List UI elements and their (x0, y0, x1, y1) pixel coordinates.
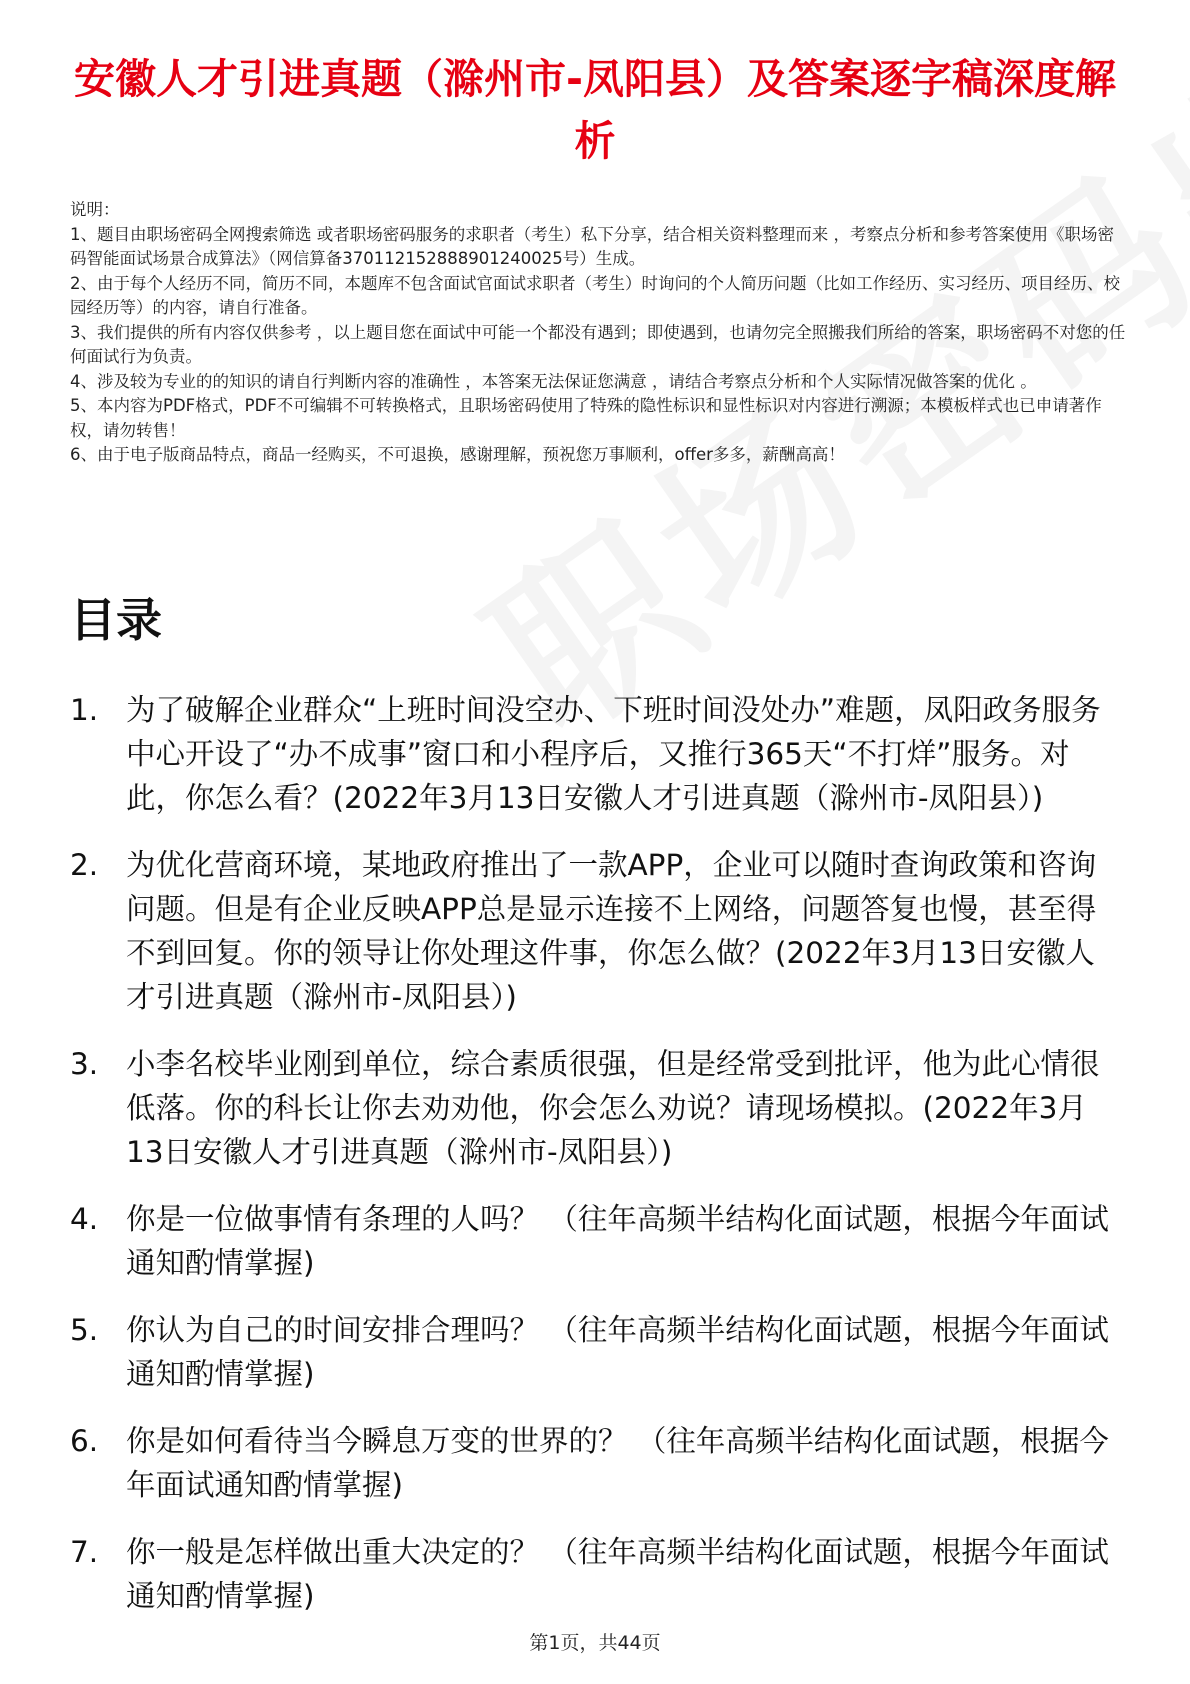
toc-item-number: 3. (70, 1047, 99, 1081)
toc-list (70, 688, 1120, 1641)
toc-title: 目录 (70, 593, 162, 647)
toc-item[interactable] (70, 1308, 1120, 1396)
toc-item-number: 5. (70, 1313, 99, 1347)
toc-item-text[interactable]: 为优化营商环境，某地政府推出了一款APP，企业可以随时查询政策和咨询问题。但是有企业反映APP总是显示连接不上网络，问题答复也慢，甚至得不到回复。你的领导让你处理这件事，你怎么做？(2022年3月13日安徽人才引进真题（滁州市-凤阳县）) (126, 848, 1097, 1014)
toc-item-number: 1. (70, 693, 99, 727)
note-item: 4、涉及较为专业的的知识的请自行判断内容的准确性 ，本答案无法保证您满意 ，请结合考察点分析和个人实际情况做答案的优化 。 (70, 371, 1037, 391)
page-footer: 第1页，共44页 (529, 1632, 661, 1654)
toc-item[interactable] (70, 688, 1120, 820)
note-item: 3、我们提供的所有内容仅供参考 ，以上题目您在面试中可能一个都没有遇到；即使遇到，也请勿完全照搬我们所给的答案，职场密码不对您的任何面试行为负责。 (70, 322, 1126, 366)
toc-item-text[interactable]: 你是一位做事情有条理的人吗？ （往年高频半结构化面试题，根据今年面试通知酌情掌握) (126, 1202, 1109, 1280)
toc-item[interactable] (70, 1042, 1120, 1174)
toc-item[interactable] (70, 1530, 1120, 1618)
toc-item[interactable] (70, 1197, 1120, 1285)
note-item: 5、本内容为PDF格式，PDF不可编辑不可转换格式，且职场密码使用了特殊的隐性标识和显性标识对内容进行溯源；本模板样式也已申请著作权，请勿转售！ (70, 396, 1102, 440)
toc-item[interactable] (70, 843, 1120, 1019)
toc-item-number: 4. (70, 1202, 99, 1236)
toc-item-number: 7. (70, 1535, 99, 1569)
toc-item-text[interactable]: 你一般是怎样做出重大决定的？ （往年高频半结构化面试题，根据今年面试通知酌情掌握) (126, 1535, 1109, 1613)
toc-item[interactable] (70, 1419, 1120, 1507)
toc-item-number: 6. (70, 1424, 99, 1458)
notes-section (70, 198, 1130, 468)
toc-item-text[interactable]: 你是如何看待当今瞬息万变的世界的？ （往年高频半结构化面试题，根据今年面试通知酌情掌握) (126, 1424, 1109, 1502)
note-item: 1、题目由职场密码全网搜索筛选 或者职场密码服务的求职者（考生）私下分享，结合相关资料整理而来 ，考察点分析和参考答案使用《职场密码智能面试场景合成算法》（网信算备370112152888901240025号）生成。 (70, 224, 1114, 268)
toc-item-number: 2. (70, 848, 99, 882)
note-item: 2、由于每个人经历不同，简历不同，本题库不包含面试官面试求职者（考生）时询问的个人简历问题（比如工作经历、实习经历、项目经历、校园经历等）的内容，请自行准备。 (70, 273, 1120, 317)
toc-item-text[interactable]: 小李名校毕业刚到单位，综合素质很强，但是经常受到批评，他为此心情很低落。你的科长让你去劝劝他，你会怎么劝说？请现场模拟。(2022年3月13日安徽人才引进真题（滁州市-凤阳县）) (126, 1047, 1100, 1169)
note-item: 6、由于电子版商品特点，商品一经购买，不可退换，感谢理解，预祝您万事顺利，offer多多，薪酬高高！ (70, 445, 845, 464)
notes-heading: 说明： (70, 200, 120, 219)
toc-item-text[interactable]: 你认为自己的时间安排合理吗？ （往年高频半结构化面试题，根据今年面试通知酌情掌握) (126, 1313, 1109, 1391)
document-title: 安徽人才引进真题（滁州市-凤阳县）及答案逐字稿深度解析 (73, 55, 1116, 165)
toc-item-text[interactable]: 为了破解企业群众“上班时间没空办、下班时间没处办”难题，凤阳政务服务中心开设了“办不成事”窗口和小程序后，又推行365天“不打烊”服务。对此，你怎么看？(2022年3月13日安徽人才引进真题（滁州市-凤阳县）) (126, 693, 1101, 815)
